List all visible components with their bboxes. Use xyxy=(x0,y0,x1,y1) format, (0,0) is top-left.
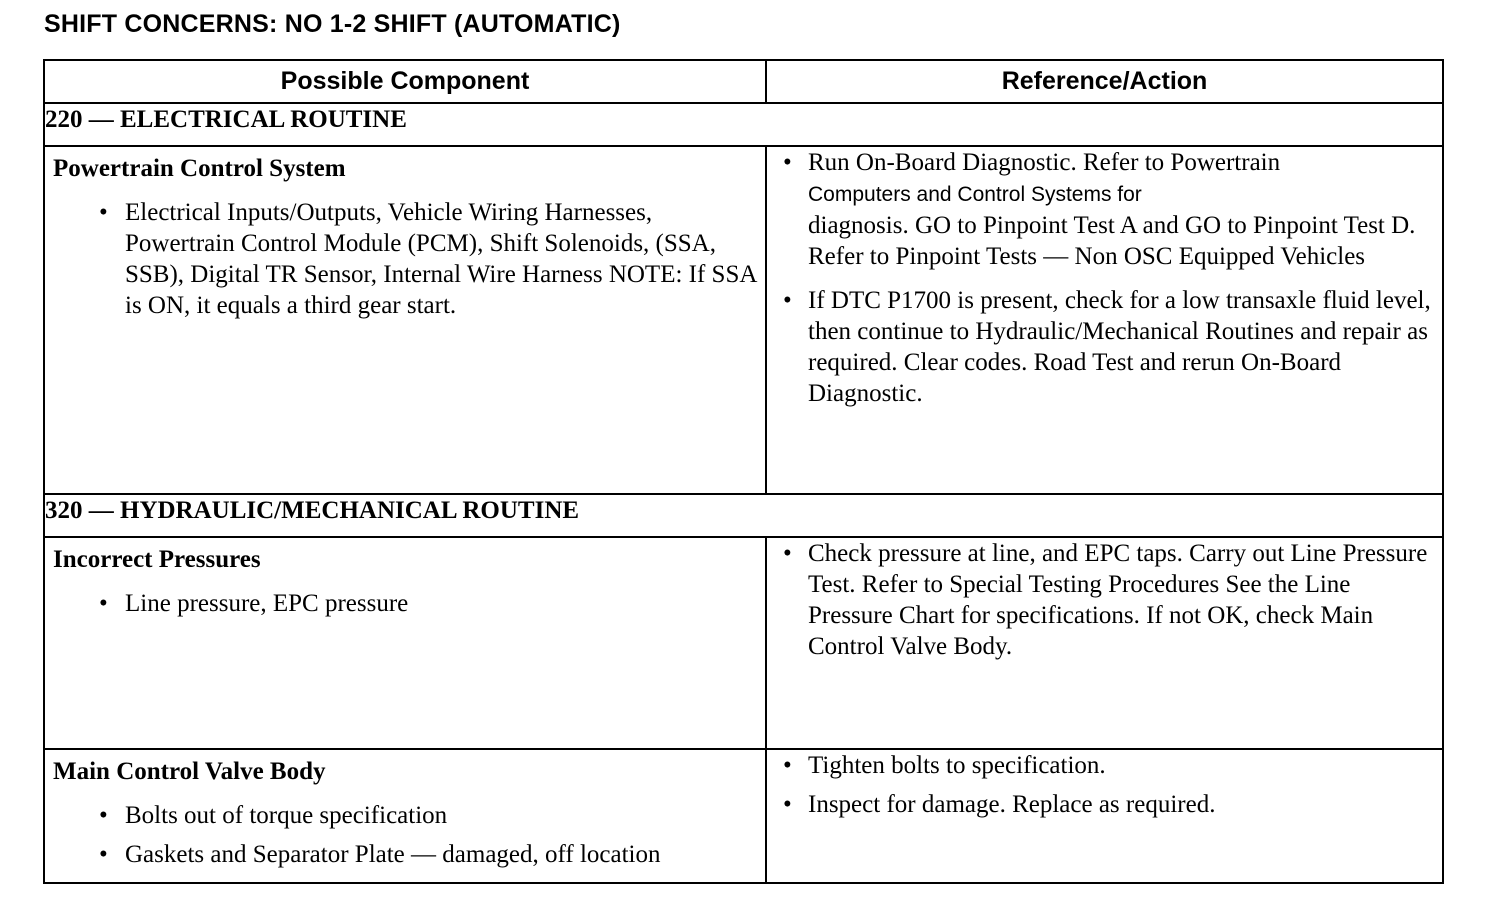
component-cell xyxy=(44,749,766,883)
list-item: • Line pressure, EPC pressure xyxy=(45,588,765,619)
section-row xyxy=(44,494,1443,537)
component-items xyxy=(45,197,765,321)
component-name: Main Control Valve Body xyxy=(53,758,326,785)
list-item: • Inspect for damage. Replace as required. xyxy=(767,789,1442,820)
reference-items xyxy=(767,147,1442,409)
component-cell xyxy=(44,146,766,494)
reference-cell xyxy=(766,146,1443,494)
component-items xyxy=(45,800,765,870)
table-header-row xyxy=(44,60,1443,103)
header-reference-action: Reference/Action xyxy=(766,60,1443,103)
table-row xyxy=(44,537,1443,749)
list-item xyxy=(767,147,1442,272)
ref-link-text: Computers and Control Systems for xyxy=(808,183,1142,206)
document-title: SHIFT CONCERNS: NO 1-2 SHIFT (AUTOMATIC) xyxy=(44,10,621,38)
section-label: 320 — HYDRAULIC/MECHANICAL ROUTINE xyxy=(44,494,1443,537)
list-item: • Electrical Inputs/Outputs, Vehicle Wiring Harnesses, Powertrain Control Module (PCM), Shift Solenoids, (SSA, SSB), Digital TR Sensor, Internal Wire Harness NOTE: If SSA is ON, it equals a third gear start. xyxy=(45,197,765,321)
component-name: Powertrain Control System xyxy=(53,155,346,182)
component-cell xyxy=(44,537,766,749)
ref-text: Run On-Board Diagnostic. Refer to Powertrain xyxy=(808,149,1281,176)
reference-cell xyxy=(766,749,1443,883)
header-possible-component: Possible Component xyxy=(44,60,766,103)
section-row xyxy=(44,103,1443,146)
list-item: • Gaskets and Separator Plate — damaged, off location xyxy=(45,839,765,870)
list-item: • Tighten bolts to specification. xyxy=(767,750,1442,781)
list-item xyxy=(767,285,1442,409)
table-row xyxy=(44,146,1443,494)
component-items xyxy=(45,588,765,619)
shift-concerns-table xyxy=(43,59,1444,884)
list-item: • Bolts out of torque specification xyxy=(45,800,765,831)
reference-items xyxy=(767,538,1442,662)
component-name: Incorrect Pressures xyxy=(53,546,261,573)
reference-items xyxy=(767,750,1442,820)
table-row xyxy=(44,749,1443,883)
ref-text: diagnosis. GO to Pinpoint Test A and GO to Pinpoint Test D. Refer to Pinpoint Tests — Non OSC Equipped Vehicles xyxy=(808,212,1416,270)
section-label: 220 — ELECTRICAL ROUTINE xyxy=(44,103,1443,146)
reference-cell xyxy=(766,537,1443,749)
list-item: • Check pressure at line, and EPC taps. Carry out Line Pressure Test. Refer to Special Testing Procedures See the Line Pressure Chart for specifications. If not OK, check Main Control Valve Body. xyxy=(767,538,1442,662)
ref-text: If DTC P1700 is present, check for a low transaxle fluid level, then continue to Hydraulic/Mechanical Routines and repair as required. Clear codes. Road Test and rerun On-Board Diagnostic. xyxy=(808,287,1431,407)
